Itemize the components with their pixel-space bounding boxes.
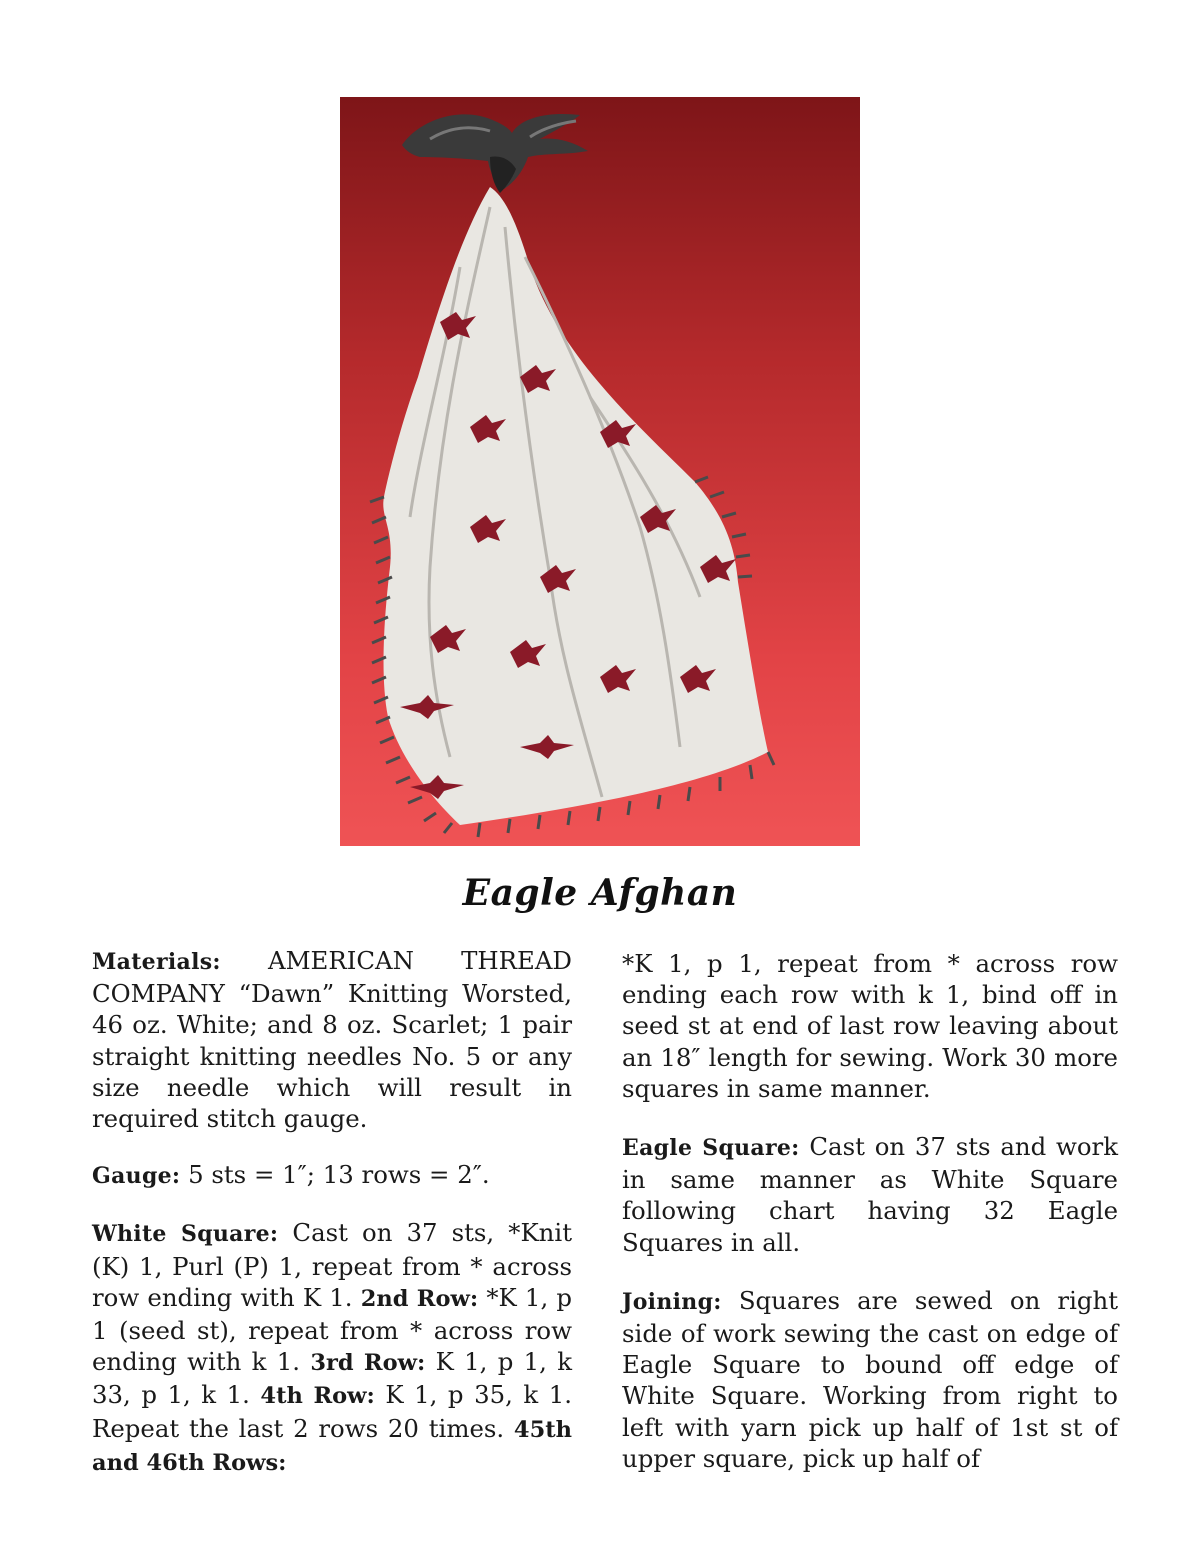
eagle-figurine — [402, 114, 588, 193]
row2-label: 2nd Row: — [360, 1285, 479, 1312]
gauge-paragraph — [92, 1159, 572, 1192]
page-title: Eagle Afghan — [462, 872, 738, 914]
row4-label: 4th Row: — [260, 1383, 375, 1410]
continuation-paragraph: *K 1, p 1, repeat from * across row ending each row with k 1, bind off in seed st at end of last row leaving about an 18″ length for sewing. Work 30 more squares in same manner. — [622, 949, 1118, 1103]
row3-text: K 1, p 1, k 33, p 1, k 1. — [92, 1347, 572, 1410]
joining-text: Squares are sewed on right side of work sewing the cast on edge of Eagle Square to bound off edge of White Square. Working from right to left with yarn pick up half of 1st st of upper square, pick up half of — [622, 1285, 1118, 1473]
right-column — [622, 948, 1118, 1501]
gauge-label: Gauge: — [92, 1163, 181, 1190]
white-square-text: Cast on 37 sts, *Knit (K) 1, Purl (P) 1, repeat from * across row ending with K 1. — [92, 1218, 572, 1312]
materials-paragraph — [92, 945, 572, 1134]
gauge-text: 5 sts = 1″; 13 rows = 2″. — [180, 1160, 490, 1190]
eagle-square-text: Cast on 37 sts and work in same manner as White Square following chart having 32 Eagle Squares in all. — [622, 1132, 1118, 1257]
row3-label: 3rd Row: — [310, 1350, 426, 1377]
afghan-illustration — [340, 97, 860, 846]
joining-label: Joining: — [622, 1288, 722, 1315]
row4-text: K 1, p 35, k 1. Repeat the last 2 rows 20 times. — [92, 1380, 572, 1443]
row2-text: *K 1, p 1 (seed st), repeat from * across row ending with k 1. — [92, 1282, 573, 1377]
materials-label: Materials: — [92, 949, 221, 975]
left-column — [92, 945, 572, 1504]
row45-label: 45th and 46th Rows: — [92, 1416, 572, 1476]
afghan-photo — [340, 97, 860, 846]
blanket — [383, 187, 768, 825]
white-square-paragraph — [92, 1217, 572, 1479]
eagle-square-paragraph — [622, 1131, 1118, 1258]
white-square-label: White Square: — [92, 1221, 279, 1248]
eagle-square-label: Eagle Square: — [622, 1135, 800, 1162]
materials-text: AMERICAN THREAD COMPANY “Dawn” Knitting Worsted, 46 oz. White; and 8 oz. Scarlet; 1 pair straight knitting needles No. 5 or any size needle which will result in required stitch gauge. — [92, 946, 572, 1134]
joining-paragraph — [622, 1285, 1118, 1474]
